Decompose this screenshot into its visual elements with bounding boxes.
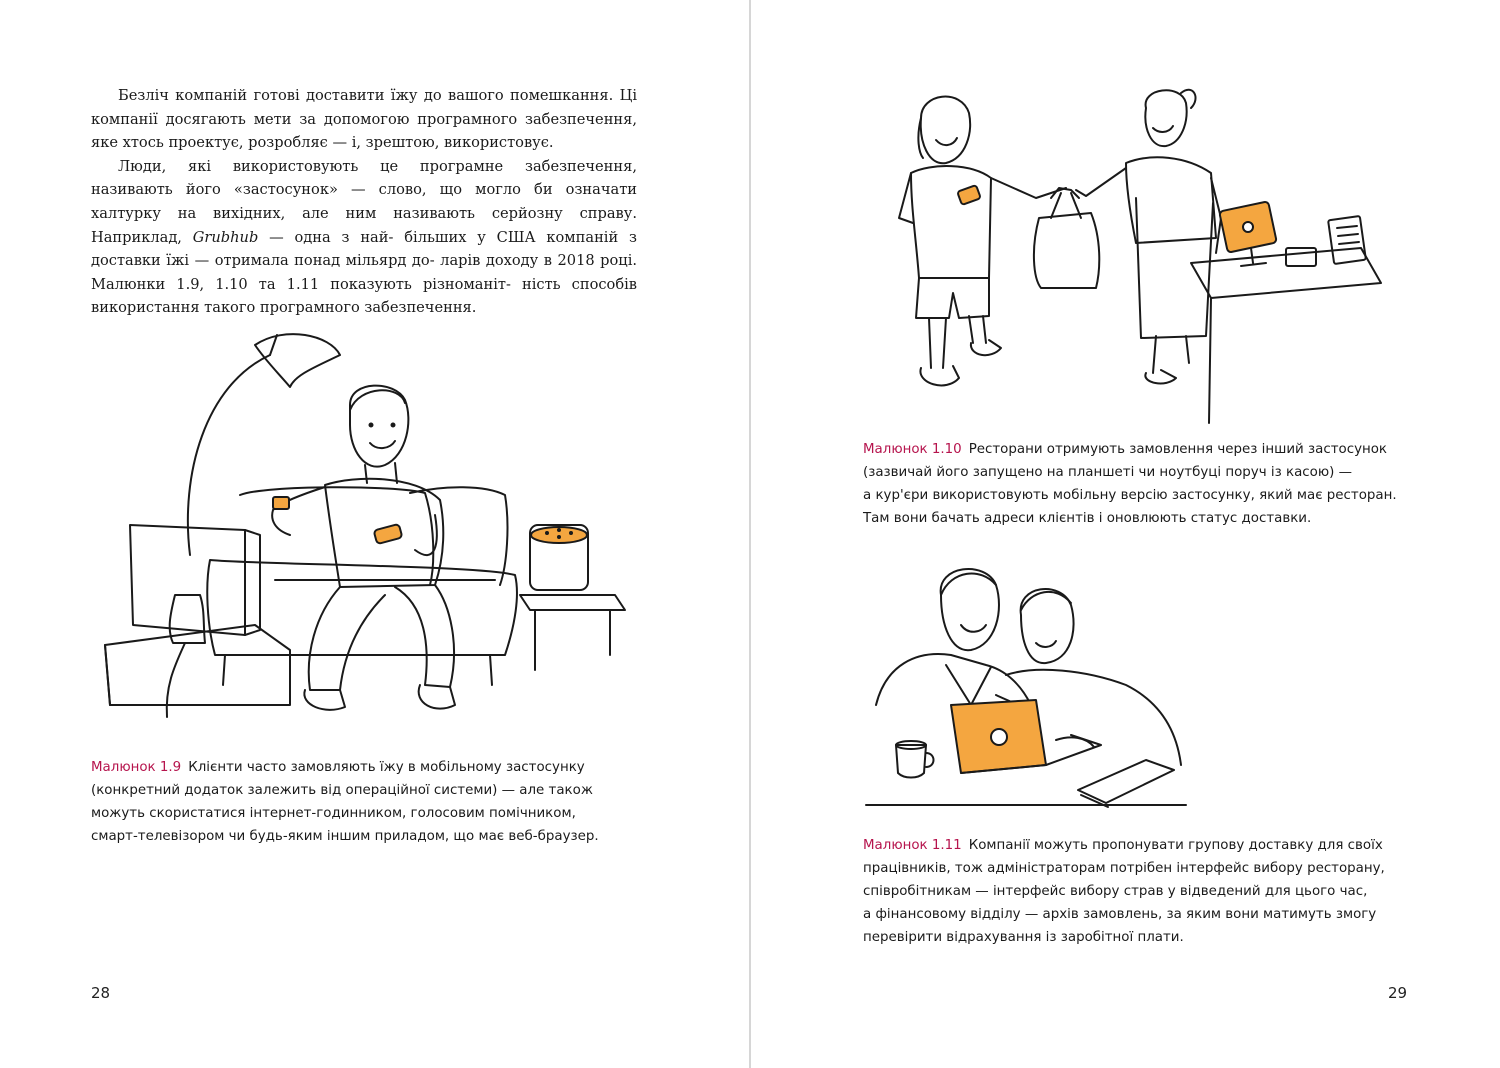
caption-line: а кур'єри використовують мобільну версію застосунку, який має ресторан. [863, 488, 1397, 503]
caption-line: Компанії можуть пропонувати групову доставку для своїх [968, 838, 1383, 853]
text-line: Люди, які використовують це програмне забезпечення, називають [91, 157, 637, 199]
caption-line: (зазвичай його запущено на планшеті чи ноутбуці поруч із касою) — [863, 465, 1352, 480]
coworkers-laptop-illustration [856, 555, 1196, 815]
restaurant-courier-illustration [891, 78, 1391, 428]
figure-caption-1-10 [863, 438, 1463, 530]
caption-line: співробітникам — інтерфейс вибору страв у відведений для цього час, [863, 884, 1368, 899]
caption-line: працівників, тож адміністраторам потрібен інтерфейс вибору ресторану, [863, 861, 1385, 876]
caption-label: Малюнок 1.10 [863, 442, 962, 457]
paragraph-2 [91, 155, 637, 320]
caption-line: перевірити відрахування із заробітної плати. [863, 930, 1184, 945]
text-line: його «застосунок» — слово, що могло би означати халтурку на вихідних, [91, 181, 638, 222]
right-page [751, 0, 1500, 1068]
text-line: Безліч компаній готові доставити їжу до вашого помешкання. Ці [118, 87, 637, 104]
body-text [91, 84, 637, 320]
caption-line: (конкретний додаток залежить від операційної системи) — але також [91, 783, 593, 798]
caption-label: Малюнок 1.11 [863, 838, 962, 853]
caption-label: Малюнок 1.9 [91, 760, 182, 775]
page-number: 29 [1388, 984, 1408, 1002]
caption-line: Клієнти часто замовляють їжу в мобільному застосунку [188, 760, 585, 775]
text-line: компанії досягають мети за допомогою програмного забезпечення, яке [91, 110, 637, 152]
text-line: більших у США компаній з доставки їжі — отримала понад мільярд до- [91, 228, 637, 270]
figure-caption-1-11 [863, 834, 1463, 949]
figure-caption-1-9 [91, 756, 651, 848]
text-line: — одна з най- [258, 228, 394, 246]
text-line: ність способів використання такого програмного забезпечення. [91, 275, 637, 317]
text-line: хтось проектує, розробляє — і, зрештою, використовує. [122, 134, 554, 152]
text-line: але ним називають серйозну справу. Наприклад, [91, 204, 637, 246]
page-number: 28 [91, 984, 111, 1002]
caption-line: Ресторани отримують замовлення через інший застосунок [968, 442, 1388, 457]
caption-line: можуть скористатися інтернет-годинником, голосовим помічником, [91, 806, 576, 821]
emphasis-grubhub: Grubhub [192, 228, 259, 246]
caption-line: Там вони бачать адреси клієнтів і оновлюють статус доставки. [863, 511, 1312, 526]
paragraph-1 [91, 84, 637, 155]
caption-line: смарт-телевізором чи будь-яким іншим приладом, що має веб-браузер. [91, 829, 599, 844]
text-line: ларів доходу в 2018 році. Малюнки 1.9, 1.10 та 1.11 показують різноманіт- [91, 252, 638, 293]
caption-line: а фінансовому відділу — архів замовлень, за яким вони матимуть змогу [863, 907, 1377, 922]
left-page [0, 0, 749, 1068]
person-on-sofa-illustration [95, 325, 635, 725]
